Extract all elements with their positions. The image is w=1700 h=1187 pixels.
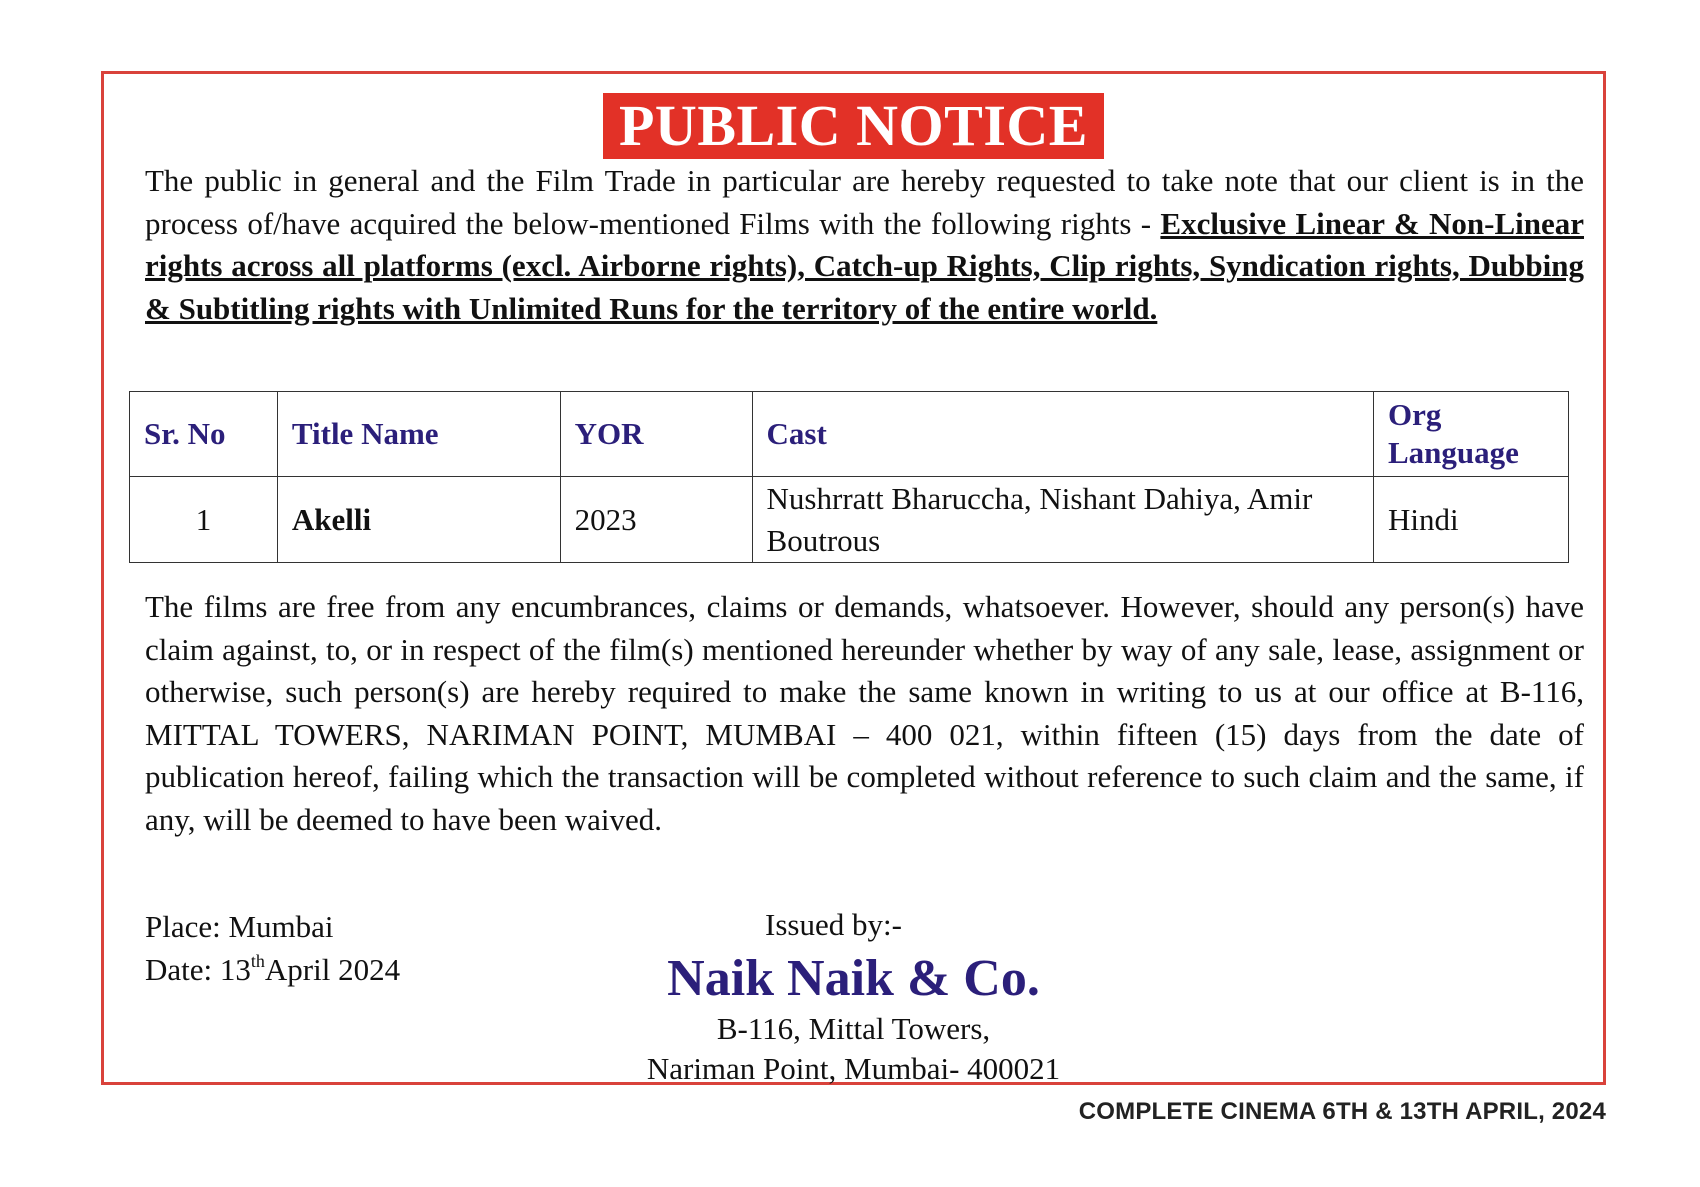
place-line: Place: Mumbai <box>145 909 334 944</box>
header-sr-no: Sr. No <box>130 392 278 477</box>
header-yor: YOR <box>560 392 752 477</box>
title-wrap <box>104 93 1603 159</box>
rights-text: Exclusive Linear & Non-Linear rights across all platforms (excl. Airborne rights), Catch-up Rights, Clip rights, Syndication rights, Dubbing & Subtitling rights with Unlimited Runs for the territory of the entire world. <box>145 205 1584 326</box>
address-line-1: B-116, Mittal Towers, <box>716 1011 991 1046</box>
table-header-row <box>130 392 1569 477</box>
header-title-name: Title Name <box>277 392 560 477</box>
notice-frame <box>101 71 1606 1085</box>
table-row <box>130 477 1569 563</box>
intro-paragraph <box>145 160 1584 330</box>
cell-title: Akelli <box>277 477 560 563</box>
cell-language: Hindi <box>1374 477 1569 563</box>
firm-name: Naik Naik & Co. <box>667 950 1040 1007</box>
cell-sr-no: 1 <box>130 477 278 563</box>
cell-yor: 2023 <box>560 477 752 563</box>
address-line-2: Nariman Point, Mumbai- 400021 <box>646 1051 1061 1086</box>
date-ordinal: th <box>250 951 265 971</box>
header-cast: Cast <box>752 392 1373 477</box>
cell-cast: Nushrratt Bharuccha, Nishant Dahiya, Amir Boutrous <box>752 477 1373 563</box>
issuer-block <box>104 904 1603 1089</box>
notice-title: PUBLIC NOTICE <box>603 93 1104 159</box>
header-org-language: Org Language <box>1374 392 1569 477</box>
date-prefix: Date: 13 <box>145 952 251 987</box>
claims-paragraph: The films are free from any encumbrances, claims or demands, whatsoever. However, should any person(s) have claim against, to, or in respect of the film(s) mentioned hereunder whether by way of any sale, lease, assignment or otherwise, such person(s) are hereby required to make the same known in writing to us at our office at B-116, MITTAL TOWERS, NARIMAN POINT, MUMBAI – 400 021, within fifteen (15) days from the date of publication hereof, failing which the transaction will be completed without reference to such claim and the same, if any, will be deemed to have been waived. <box>145 589 1584 837</box>
issued-by-label: Issued by:- <box>765 907 902 942</box>
films-table <box>129 391 1569 563</box>
date-suffix: April 2024 <box>264 952 401 987</box>
publication-footer: COMPLETE CINEMA 6TH & 13TH APRIL, 2024 <box>1078 1098 1606 1125</box>
intro-text: The public in general and the Film Trade in particular are hereby requested to take note that our client is in the process of/have acquired the below-mentioned Films with the following rights - <box>145 163 1584 241</box>
